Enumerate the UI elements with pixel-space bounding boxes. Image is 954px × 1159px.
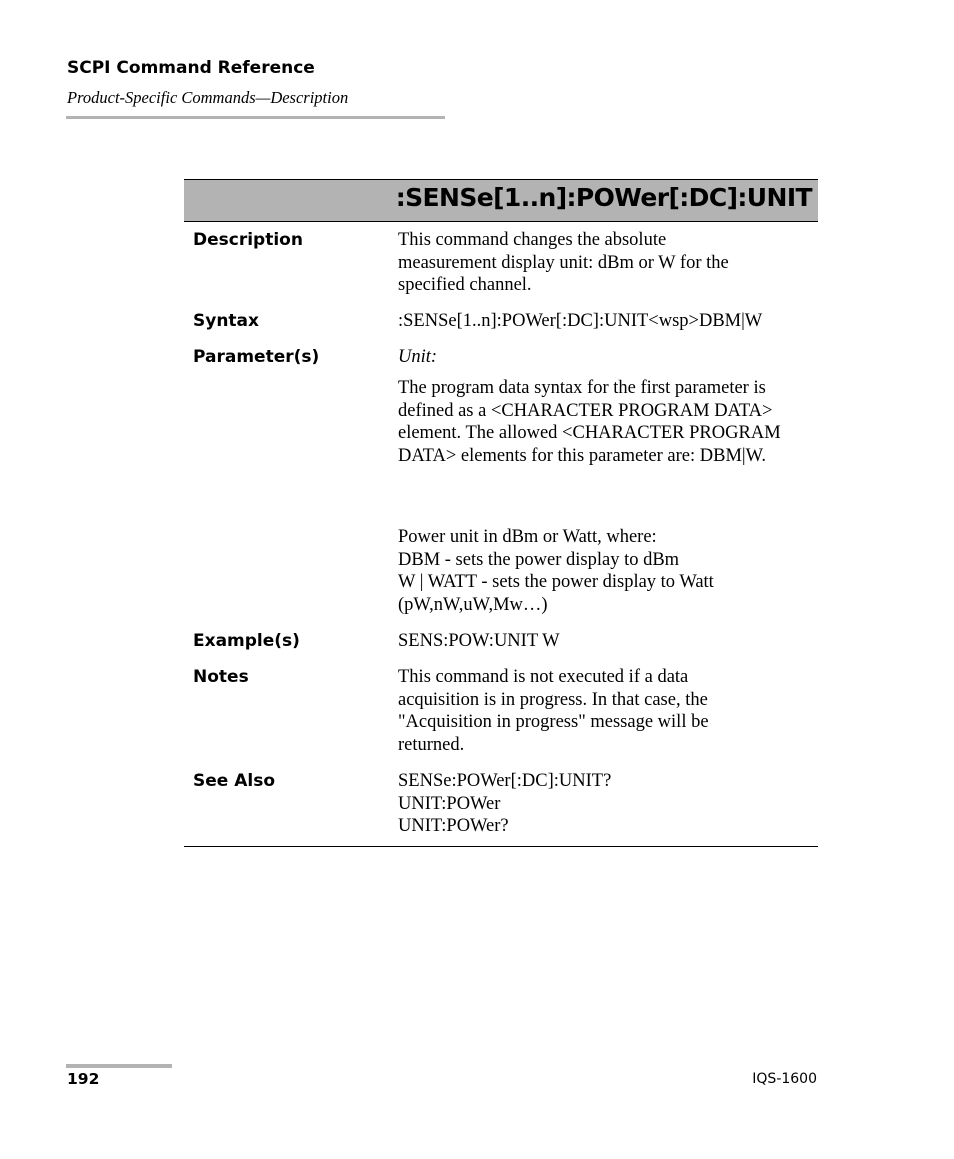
page-number: 192 xyxy=(67,1070,100,1088)
parameter-values-text: Power unit in dBm or Watt, where: DBM - sets the power display to dBm W | WATT - sets the power display to Watt (pW,nW,uW,Mw…) xyxy=(398,527,714,616)
syntax-label: Syntax xyxy=(193,311,259,331)
running-header-title: SCPI Command Reference xyxy=(67,58,315,78)
notes-text: This command is not executed if a data acquisition is in progress. In that case, the "Acquisition in progress" message will be returned. xyxy=(398,667,709,756)
syntax-text: :SENSe[1..n]:POWer[:DC]:UNIT<wsp>DBM|W xyxy=(398,311,763,331)
examples-label: Example(s) xyxy=(193,631,300,651)
table-bottom-rule xyxy=(184,846,818,847)
running-header-subtitle: Product-Specific Commands—Description xyxy=(67,88,349,107)
notes-label: Notes xyxy=(193,667,249,687)
examples-text: SENS:POW:UNIT W xyxy=(398,631,560,651)
parameter-syntax-text: The program data syntax for the first parameter is defined as a <CHARACTER PROGRAM DATA> element. The allowed <CHARACTER PROGRAM DATA> elements for this parameter are: DBM|W. xyxy=(398,378,781,467)
see-also-item: UNIT:POWer? xyxy=(398,816,509,837)
see-also-label: See Also xyxy=(193,771,276,791)
see-also-item: SENSe:POWer[:DC]:UNIT? xyxy=(398,771,612,791)
see-also-item: UNIT:POWer xyxy=(398,793,501,814)
parameters-label: Parameter(s) xyxy=(193,347,320,367)
parameter-name: Unit: xyxy=(398,347,438,367)
description-text: This command changes the absolute measurement display unit: dBm or W for the specified channel. xyxy=(398,230,729,296)
see-also-list xyxy=(398,770,818,838)
command-title: :SENSe[1..n]:POWer[:DC]:UNIT xyxy=(395,183,812,212)
product-name: IQS-1600 xyxy=(752,1071,817,1087)
header-rule xyxy=(66,116,445,119)
footer-rule xyxy=(66,1064,172,1068)
command-title-band xyxy=(184,179,818,222)
description-label: Description xyxy=(193,230,303,250)
